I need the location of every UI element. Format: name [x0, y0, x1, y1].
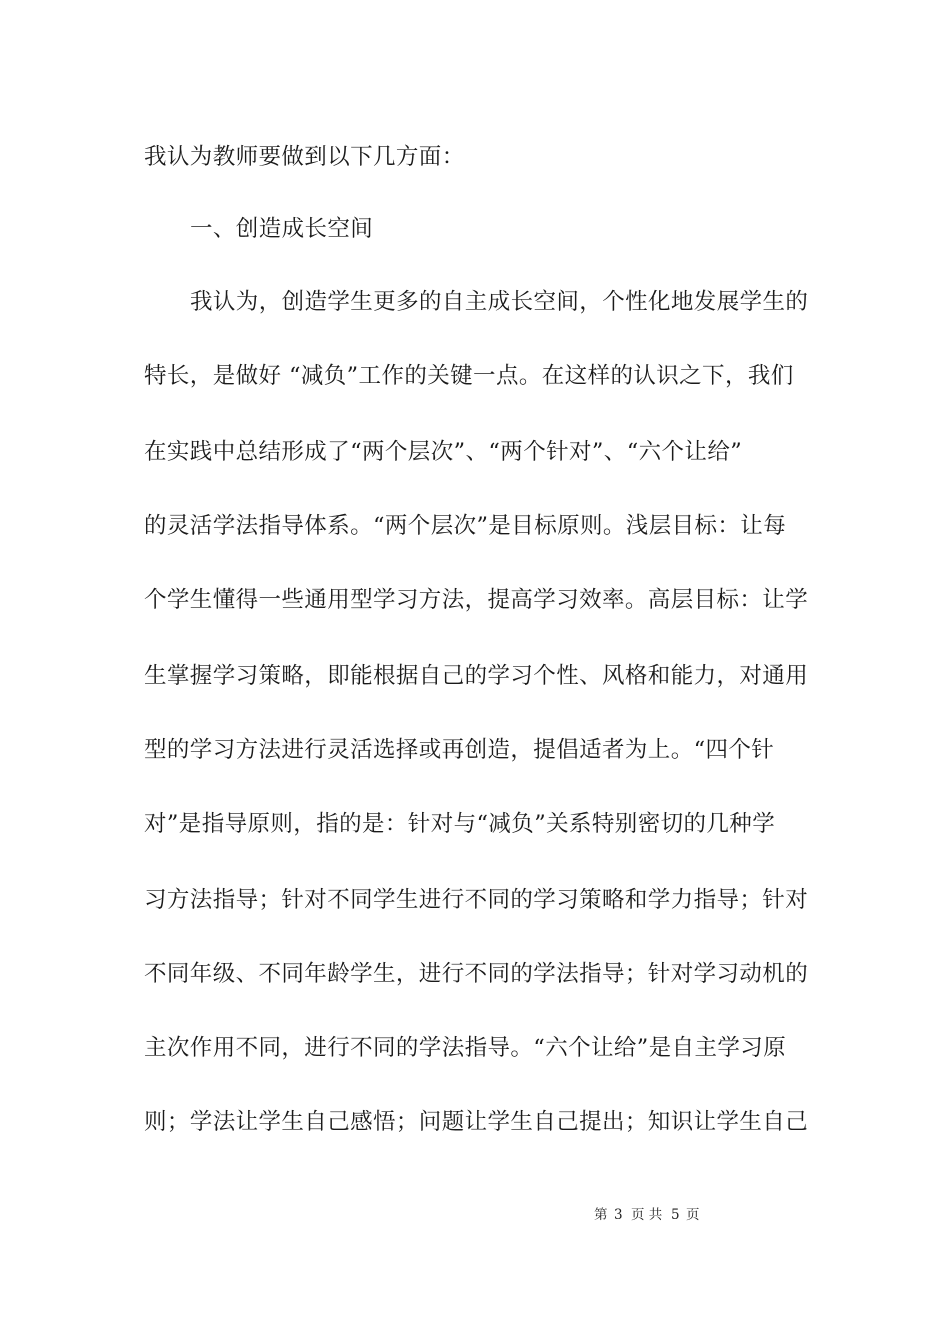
paragraph-line: 的灵活学法指导体系。“两个层次”是目标原则。浅层目标：让每 — [144, 513, 787, 539]
paragraph-line: 型的学习方法进行灵活选择或再创造，提倡适者为上。“四个针 — [144, 737, 775, 763]
paragraph-line: 对”是指导原则，指的是：针对与“减负”关系特别密切的几种学 — [144, 811, 776, 837]
current-page-number: 3 — [614, 1207, 623, 1223]
paragraph-line: 个学生懂得一些通用型学习方法，提高学习效率。高层目标：让学 — [144, 587, 809, 613]
paragraph-line: 特长，是做好 “减负”工作的关键一点。在这样的认识之下，我们 — [144, 363, 794, 389]
paragraph-line: 我认为，创造学生更多的自主成长空间，个性化地发展学生的 — [190, 289, 809, 315]
paragraph-line: 生掌握学习策略，即能根据自己的学习个性、风格和能力，对通用 — [144, 663, 809, 689]
paragraph-line: 不同年级、不同年龄学生，进行不同的学法指导；针对学习动机的 — [144, 961, 809, 987]
paragraph-line: 习方法指导；针对不同学生进行不同的学习策略和学力指导；针对 — [144, 887, 809, 913]
paragraph-line: 则；学法让学生自己感悟；问题让学生自己提出；知识让学生自己 — [144, 1109, 809, 1135]
footer-prefix: 第 — [594, 1207, 608, 1223]
paragraph-line: 主次作用不同，进行不同的学法指导。“六个让给”是自主学习原 — [144, 1035, 787, 1061]
paragraph-line: 在实践中总结形成了“两个层次”、“两个针对”、“六个让给” — [144, 439, 743, 465]
footer-suffix: 页 — [686, 1207, 700, 1223]
footer-middle: 页 共 — [631, 1207, 663, 1223]
intro-line: 我认为教师要做到以下几方面： — [144, 144, 465, 170]
section-heading: 一、创造成长空间 — [190, 216, 374, 242]
total-pages-number: 5 — [671, 1207, 680, 1223]
